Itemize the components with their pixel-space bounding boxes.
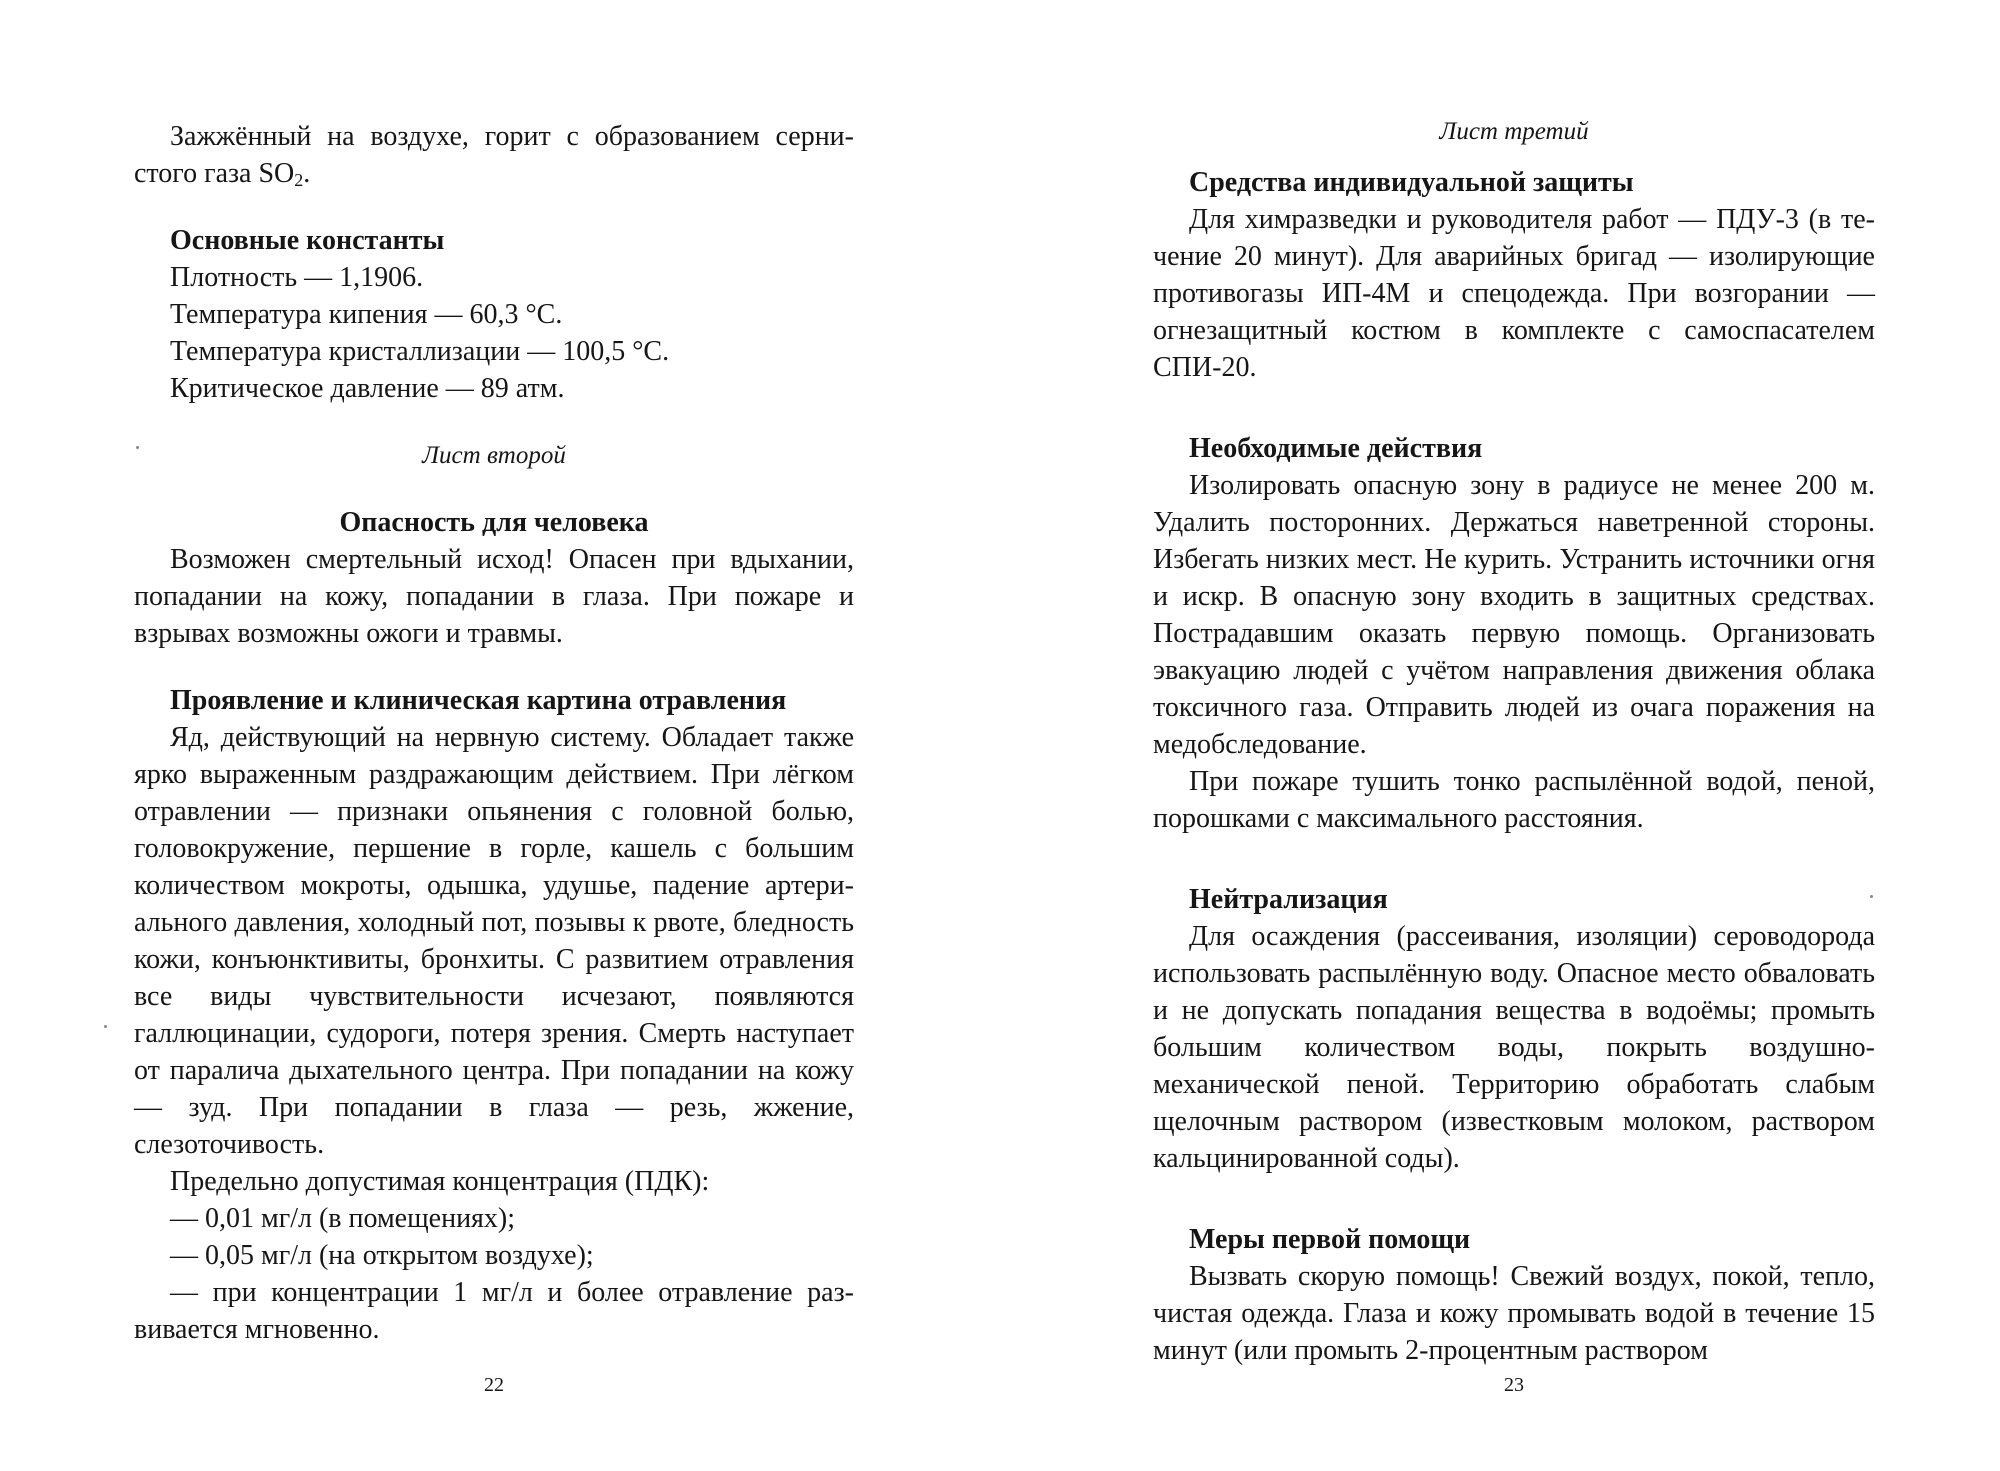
left-page (134, 0, 854, 1471)
page-number-left: 22 (484, 1374, 504, 1396)
pdk-item: — 0,01 мг/л (в помещениях); (170, 1203, 516, 1234)
protection-paragraph: Для химразведки и руководителя работ — ПДУ-3 (в течение 20 минут). Для аварийных бригад — изолирующие противогазы ИП-4М и спецодежда. При возгорании — огнезащитный костюм в комплекте с самоспасателем СПИ-20. (1153, 204, 1875, 383)
print-speck (136, 446, 139, 449)
pdk-item: — 0,05 мг/л (на открытом воздухе); (170, 1240, 594, 1271)
sheet-label-second: Лист второй (422, 442, 566, 469)
page-number-right: 23 (1504, 1374, 1524, 1396)
first-aid-heading: Меры первой помощи (1189, 1224, 1471, 1255)
symptoms-paragraph: Яд, действующий на нервную систему. Обладает также ярко выраженным раздражающим действием. При лёгком отравлении — признаки опьянения с головной болью, головокружение, першение в горле, кашель с большим количеством мокроты, одышка, удушье, падение артериального давления, холодный пот, позывы к рвоте, бледность кожи, конъюнктивиты, бронхиты. С развитием отравления все виды чувствительности исчезают, появляются галлюцинации, судороги, потеря зрения. Смерть наступает от паралича дыхательного центра. При попадании на кожу — зуд. При попадании в глаза — резь, жжение, слезоточивость. (134, 722, 854, 1160)
pdk-title: Предельно допустимая концентрация (ПДК): (170, 1166, 710, 1197)
constant-boiling: Температура кипения — 60,3 °С. (170, 299, 563, 330)
sheet-label-third: Лист третий (1439, 118, 1589, 145)
print-speck (1870, 895, 1873, 898)
right-page (1153, 0, 1875, 1471)
print-speck (104, 1025, 107, 1028)
intro-paragraph: Зажжённый на воздухе, горит с образованием сернистого газа $SO_2$. (134, 121, 854, 190)
constant-density: Плотность — 1,1906. (170, 262, 424, 293)
neutralization-heading: Нейтрализация (1189, 884, 1388, 915)
actions-heading: Необходимые действия (1189, 433, 1483, 464)
protection-heading: Средства индивидуальной защиты (1189, 167, 1634, 198)
danger-heading: Опасность для человека (339, 507, 649, 538)
symptoms-heading: Проявление и клиническая картина отравления (170, 685, 787, 716)
constant-pressure: Критическое давление — 89 атм. (170, 373, 565, 404)
actions-fire-paragraph: При пожаре тушить тонко распылённой водой, пеной, порошками с максимального расстояния. (1153, 766, 1875, 834)
constants-heading: Основные константы (170, 225, 445, 256)
neutralization-paragraph: Для осаждения (рассеивания, изоляции) сероводорода использовать распылённую воду. Опасное место обваловать и не допускать попадания вещества в водоёмы; промыть большим количеством воды, покрыть воздушно-механической пеной. Территорию обработать слабым щелочным раствором (известковым молоком, раствором кальцинированной соды). (1153, 921, 1875, 1174)
first-aid-paragraph: Вызвать скорую помощь! Свежий воздух, покой, тепло, чистая одежда. Глаза и кожу промывать водой в течение 15 минут (или промыть 2-процентным раствором (1153, 1261, 1875, 1366)
pdk-item: — при концентрации 1 мг/л и более отравление развивается мгновенно. (134, 1277, 854, 1345)
danger-paragraph: Возможен смертельный исход! Опасен при вдыхании, попадании на кожу, попадании в глаза. При пожаре и взрывах возможны ожоги и травмы. (134, 544, 854, 649)
constant-crystallization: Температура кристаллизации — 100,5 °С. (170, 336, 670, 367)
actions-paragraph: Изолировать опасную зону в радиусе не менее 200 м. Удалить посторонних. Держаться наветренной стороны. Избегать низких мест. Не курить. Устранить источники огня и искр. В опасную зону входить в защитных средствах. Пострадавшим оказать первую помощь. Организовать эвакуацию людей с учётом направления движения облака токсичного газа. Отправить людей из очага поражения на медобследование. (1153, 470, 1875, 760)
